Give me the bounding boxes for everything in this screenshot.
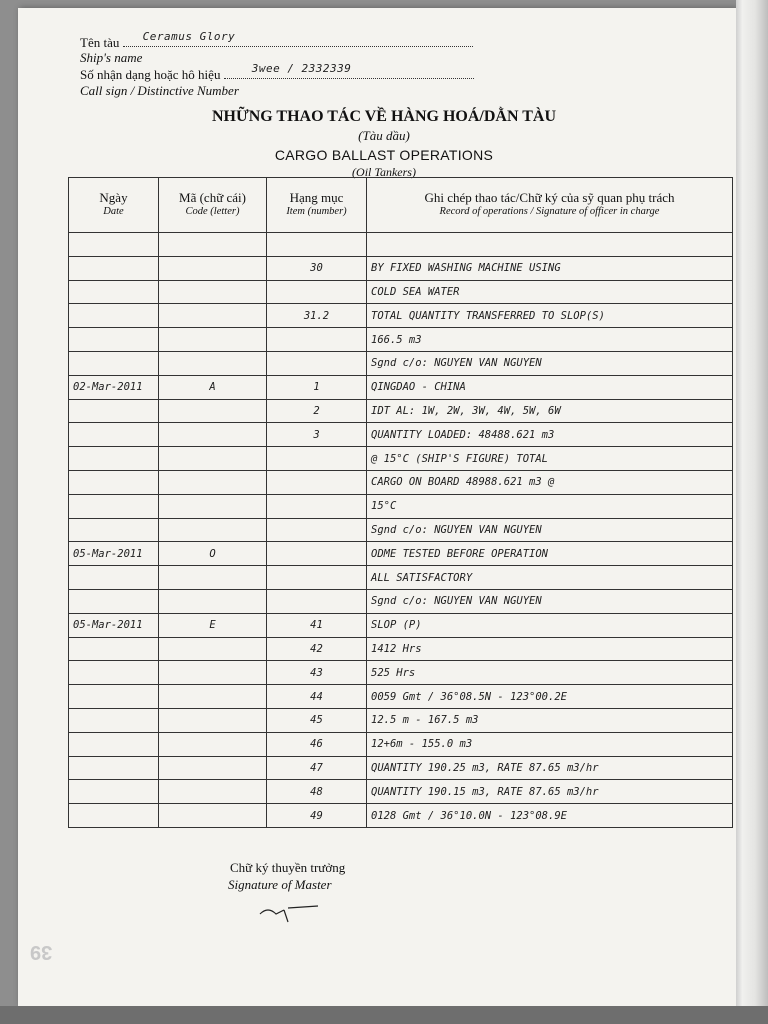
table-row (69, 494, 733, 518)
row-item: 49 (267, 804, 367, 828)
row-record: @ 15°C (SHIP'S FIGURE) TOTAL (367, 447, 733, 471)
row-date (69, 399, 159, 423)
row-record: 0128 Gmt / 36°10.0N - 123°08.9E (367, 804, 733, 828)
call-sign-dots (224, 62, 474, 79)
call-sign-label-en: Call sign / Distinctive Number (80, 83, 239, 98)
row-date (69, 661, 159, 685)
row-record: COLD SEA WATER (367, 280, 733, 304)
ship-name-value: Ceramus Glory (142, 30, 236, 43)
header-item-vn: Hạng mục (289, 190, 344, 205)
row-record: QUANTITY 190.25 m3, RATE 87.65 m3/hr (367, 756, 733, 780)
row-item (267, 589, 367, 613)
row-date (69, 566, 159, 590)
row-date (69, 637, 159, 661)
table-row (69, 708, 733, 732)
row-code (159, 233, 267, 257)
call-sign-line (80, 62, 474, 83)
header-item-en: Item (number) (286, 206, 347, 217)
row-item: 30 (267, 256, 367, 280)
row-item (267, 494, 367, 518)
row-date: 02-Mar-2011 (69, 375, 159, 399)
row-date (69, 280, 159, 304)
row-record: BY FIXED WASHING MACHINE USING (367, 256, 733, 280)
row-item (267, 233, 367, 257)
row-code (159, 494, 267, 518)
row-record: 12.5 m - 167.5 m3 (367, 708, 733, 732)
row-date (69, 351, 159, 375)
table-row (69, 375, 733, 399)
row-code (159, 756, 267, 780)
row-item: 44 (267, 685, 367, 709)
row-date (69, 804, 159, 828)
row-record: Sgnd c/o: NGUYEN VAN NGUYEN (367, 351, 733, 375)
row-date (69, 233, 159, 257)
row-item: 43 (267, 661, 367, 685)
row-code (159, 708, 267, 732)
row-date (69, 494, 159, 518)
row-date (69, 304, 159, 328)
row-record: Sgnd c/o: NGUYEN VAN NGUYEN (367, 589, 733, 613)
row-item: 42 (267, 637, 367, 661)
scan-bottom-edge (0, 1006, 768, 1024)
table-row (69, 542, 733, 566)
row-code (159, 566, 267, 590)
master-signature-label-vn: Chữ ký thuyền trưởng (230, 860, 346, 875)
row-item (267, 351, 367, 375)
row-record: CARGO ON BOARD 48988.621 m3 @ (367, 470, 733, 494)
row-record: ODME TESTED BEFORE OPERATION (367, 542, 733, 566)
table-row (69, 613, 733, 637)
header-date-vn: Ngày (99, 190, 128, 205)
row-code: E (159, 613, 267, 637)
row-date (69, 447, 159, 471)
row-code (159, 280, 267, 304)
row-record: TOTAL QUANTITY TRANSFERRED TO SLOP(S) (367, 304, 733, 328)
row-item: 47 (267, 756, 367, 780)
row-date (69, 589, 159, 613)
table-row (69, 233, 733, 257)
table-body (69, 233, 733, 828)
row-item: 1 (267, 375, 367, 399)
table-row (69, 423, 733, 447)
header-code (159, 178, 267, 233)
row-record: Sgnd c/o: NGUYEN VAN NGUYEN (367, 518, 733, 542)
row-record: 525 Hrs (367, 661, 733, 685)
header-code-vn: Mã (chữ cái) (179, 190, 246, 205)
table-row (69, 470, 733, 494)
row-code (159, 804, 267, 828)
row-item (267, 470, 367, 494)
page-number: 39 (30, 941, 53, 963)
title-vn-sub: (Tàu dầu) (358, 128, 410, 143)
header-code-en: Code (letter) (185, 206, 240, 217)
table-row (69, 280, 733, 304)
header-record-vn: Ghi chép thao tác/Chữ ký của sỹ quan phụ trách (424, 190, 675, 205)
row-item: 31.2 (267, 304, 367, 328)
ship-name-line (80, 30, 473, 51)
header-date-en: Date (103, 206, 124, 217)
row-code (159, 732, 267, 756)
row-code (159, 518, 267, 542)
row-code (159, 447, 267, 471)
table-row (69, 304, 733, 328)
row-code (159, 470, 267, 494)
row-code (159, 351, 267, 375)
table-row (69, 685, 733, 709)
row-date (69, 732, 159, 756)
table-row (69, 328, 733, 352)
row-code (159, 423, 267, 447)
cargo-ballast-log-table (68, 177, 733, 828)
row-record: QUANTITY 190.15 m3, RATE 87.65 m3/hr (367, 780, 733, 804)
header-item (267, 178, 367, 233)
row-record: 166.5 m3 (367, 328, 733, 352)
row-date (69, 780, 159, 804)
row-date (69, 423, 159, 447)
row-item (267, 542, 367, 566)
row-code (159, 780, 267, 804)
table-row (69, 661, 733, 685)
ship-name-dots (123, 30, 473, 47)
table-row (69, 732, 733, 756)
table-row (69, 351, 733, 375)
row-item: 3 (267, 423, 367, 447)
row-date (69, 470, 159, 494)
row-date (69, 518, 159, 542)
table-header-row (69, 178, 733, 233)
row-code (159, 256, 267, 280)
row-code (159, 589, 267, 613)
table-row (69, 780, 733, 804)
row-item: 46 (267, 732, 367, 756)
header-record (367, 178, 733, 233)
row-item: 48 (267, 780, 367, 804)
row-date: 05-Mar-2011 (69, 613, 159, 637)
row-record: 12+6m - 155.0 m3 (367, 732, 733, 756)
row-date (69, 328, 159, 352)
row-record: 15°C (367, 494, 733, 518)
row-item (267, 566, 367, 590)
call-sign-value: 3wee / 2332339 (251, 62, 352, 75)
ship-name-label-vn: Tên tàu (80, 35, 120, 50)
row-code (159, 685, 267, 709)
title-vn: NHỮNG THAO TÁC VỀ HÀNG HOÁ/DẰN TÀU (211, 108, 557, 125)
row-date (69, 756, 159, 780)
row-code (159, 304, 267, 328)
table-row (69, 256, 733, 280)
table-row (69, 589, 733, 613)
row-record: 1412 Hrs (367, 637, 733, 661)
row-item: 41 (267, 613, 367, 637)
master-signature-label-en: Signature of Master (228, 877, 332, 892)
row-date (69, 708, 159, 732)
call-sign-label-vn: Số nhận dạng hoặc hô hiệu (80, 67, 221, 82)
table-row (69, 637, 733, 661)
table-row (69, 804, 733, 828)
call-sign-line-en (80, 83, 239, 99)
row-code: A (159, 375, 267, 399)
row-code (159, 661, 267, 685)
header-date (69, 178, 159, 233)
table-row (69, 399, 733, 423)
row-record: IDT AL: 1W, 2W, 3W, 4W, 5W, 6W (367, 399, 733, 423)
row-record: 0059 Gmt / 36°08.5N - 123°00.2E (367, 685, 733, 709)
row-code (159, 637, 267, 661)
table-row (69, 756, 733, 780)
header-record-en: Record of operations / Signature of officer in charge (439, 206, 660, 217)
row-code (159, 328, 267, 352)
title-en: CARGO BALLAST OPERATIONS (274, 147, 494, 163)
row-item (267, 328, 367, 352)
row-record: ALL SATISFACTORY (367, 566, 733, 590)
table-row (69, 566, 733, 590)
row-date: 05-Mar-2011 (69, 542, 159, 566)
row-item (267, 447, 367, 471)
ship-name-line-en (80, 50, 142, 66)
title-en-sub: (Oil Tankers) (352, 165, 416, 179)
ship-name-label-en: Ship's name (80, 50, 143, 65)
row-date (69, 256, 159, 280)
row-code: O (159, 542, 267, 566)
row-record: QUANTITY LOADED: 48488.621 m3 (367, 423, 733, 447)
row-item (267, 280, 367, 304)
row-code (159, 399, 267, 423)
row-item: 2 (267, 399, 367, 423)
row-record: SLOP (P) (367, 613, 733, 637)
row-record (367, 233, 733, 257)
master-signature-mark (258, 900, 328, 924)
row-item: 45 (267, 708, 367, 732)
row-item (267, 518, 367, 542)
row-date (69, 685, 159, 709)
table-row (69, 518, 733, 542)
row-record: QINGDAO - CHINA (367, 375, 733, 399)
table-row (69, 447, 733, 471)
